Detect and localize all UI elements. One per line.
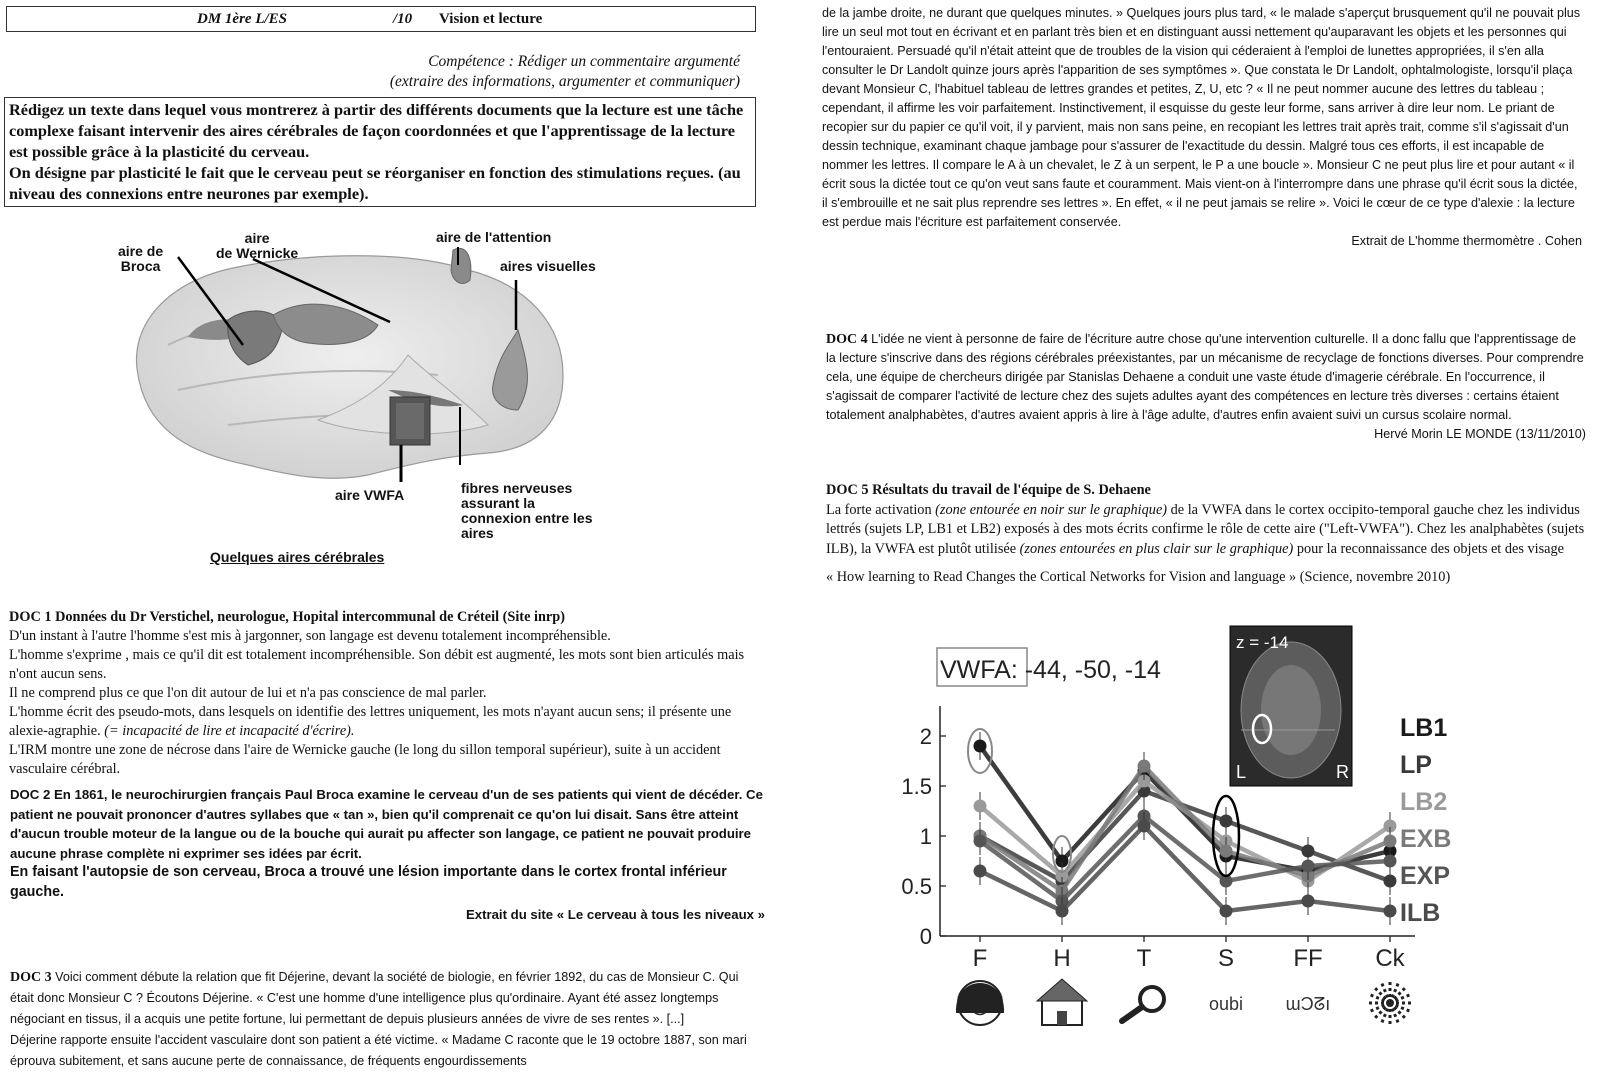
data-point	[1220, 845, 1233, 858]
doc-5	[826, 481, 1586, 588]
competence-line: Compétence : Rédiger un commentaire argumenté	[428, 53, 740, 70]
legend-label: LB2	[1400, 788, 1448, 816]
doc5-text-3: pour la reconnaissance des objets et des visage	[1293, 540, 1565, 557]
chart-title: VWFA: -44, -50, -14	[940, 656, 1161, 684]
plasticity-definition: On désigne par plasticité le fait que le cerveau peut se réorganiser en fonction des stimulations reçues. (au niveau des connexions entre neurones par exemple).	[9, 163, 741, 203]
label-visual-areas: aires visuelles	[500, 258, 596, 274]
doc5-heading: DOC 5 Résultats du travail de l'équipe de S. Dehaene	[826, 482, 1151, 498]
doc5-text-1: La forte activation	[826, 501, 936, 518]
data-point	[1384, 905, 1397, 918]
doc5-text	[826, 501, 1586, 560]
y-tick-label: 0.5	[901, 874, 932, 899]
doc5-note-2: (zones entourées en plus clair sur le graphique)	[1019, 540, 1294, 557]
header-score: /10	[393, 11, 413, 27]
face-eye	[971, 999, 975, 1003]
data-point	[1384, 835, 1397, 848]
legend-label: EXB	[1400, 825, 1452, 853]
x-tick-label: H	[1053, 945, 1071, 972]
doc1-line: D'un instant à l'autre l'homme s'est mis à jargonner, son langage est devenu totalement incompréhensible.	[9, 628, 611, 644]
face-eye	[985, 999, 989, 1003]
competence-note	[390, 52, 740, 92]
data-point	[974, 800, 987, 813]
doc2-text: DOC 2 En 1861, le neurochirurgien français Paul Broca examine le cerveau d'un de ses patients qui vient de décéder. Ce patient ne pouvait prononcer d'autres syllabes que « tan », bien qu'il comprenait ce qu'on lui disait. Sans être atteint d'aucun trouble moteur de la langue ou de la bouche qui aurait pu affecter son langage, ce patient ne pouvait produire aucune phrase complète ni exprimer ses idées par écrit.	[10, 787, 763, 861]
checkerboard-center	[1386, 999, 1394, 1007]
data-point	[974, 740, 987, 753]
doc-3	[10, 967, 765, 1072]
data-point	[1302, 860, 1315, 873]
label-nerve-fibres: fibres nerveuses assurant la connexion entre les aires	[461, 480, 593, 541]
header-class: DM 1ère L/ES	[197, 11, 287, 27]
house-icon	[1037, 979, 1087, 1025]
x-tick-label: Ck	[1375, 945, 1405, 972]
doc5-text-2: de la VWFA dans le cortex occipito-temporal gauche chez les individus lettrés (sujets LP, LB1 et LB2) exposés à des mots écrits confirme le rôle de cette aire ("Left-VWFA"). Chez les analphabètes (sujets ILB), la VWFA est plutôt utilisée	[826, 501, 1585, 557]
legend-label: LP	[1400, 751, 1432, 779]
data-point	[1302, 895, 1315, 908]
doc1-line	[9, 703, 767, 741]
label-vwfa: aire VWFA	[335, 487, 405, 503]
doc2-conclusion: En faisant l'autopsie de son cerveau, Broca a trouvé une lésion importante dans le cortex frontal inférieur gauche.	[10, 864, 727, 900]
doc1-line: L'IRM montre une zone de nécrose dans l'aire de Wernicke gauche (le long du sillon temporal supérieur), suite à un accident vasculaire cérébral.	[9, 742, 721, 777]
false-font-icon: ɯƆᘔı	[1285, 994, 1331, 1014]
doc-3-continued	[822, 4, 1582, 251]
doc3-text-2: Déjerine rapporte ensuite l'accident vasculaire dont son patient a été victime. « Madame C raconte que le 19 octobre 1887, son mari éprouva subitement, et sans aucune perte de connaissance, de fréquents engourdissements	[10, 1033, 747, 1068]
doc4-heading: DOC 4	[826, 332, 868, 347]
doc5-citation: « How learning to Read Changes the Cortical Networks for Vision and language » (Science, novembre 2010)	[826, 569, 1451, 585]
data-point	[1384, 875, 1397, 888]
doc3-heading: DOC 3	[10, 970, 52, 985]
tool-icon	[1122, 987, 1164, 1021]
x-tick-label: T	[1136, 945, 1152, 972]
doc3-source: Extrait de L'homme thermomètre . Cohen	[1351, 234, 1582, 248]
inset-left-label: L	[1236, 762, 1247, 782]
doc2-source: Extrait du site « Le cerveau à tous les niveaux »	[465, 907, 765, 922]
legend-label: EXP	[1400, 862, 1451, 890]
vwfa-chart	[880, 618, 1580, 1083]
data-point	[1056, 905, 1069, 918]
header-box	[6, 6, 756, 32]
doc5-note-1: (zone entourée en noir sur le graphique)	[935, 501, 1168, 518]
face-icon	[956, 981, 1004, 1025]
legend-label: LB1	[1400, 714, 1448, 742]
doc1-note: (= incapacité de lire et incapacité d'écrire).	[104, 723, 355, 739]
inset-brain-core	[1261, 665, 1321, 755]
x-tick-label: S	[1217, 945, 1235, 972]
assignment-box	[4, 97, 756, 207]
diagram-caption: Quelques aires cérébrales	[210, 549, 385, 565]
header-title: Vision et lecture	[439, 11, 543, 27]
inset-right-label: R	[1336, 762, 1349, 782]
y-tick-label: 1	[919, 824, 932, 849]
data-point	[1138, 820, 1151, 833]
doc-1	[9, 608, 767, 779]
data-point	[974, 835, 987, 848]
data-point	[974, 865, 987, 878]
data-point	[1220, 905, 1233, 918]
doc1-heading: DOC 1 Données du Dr Verstichel, neurologue, Hopital intercommunal de Créteil (Site inrp)	[9, 609, 565, 625]
y-tick-label: 2	[919, 724, 932, 749]
left-page	[0, 0, 772, 1086]
y-tick-label: 1.5	[901, 774, 932, 799]
y-tick-label: 0	[919, 924, 932, 949]
data-point	[1138, 760, 1151, 773]
doc-4	[826, 330, 1586, 444]
doc3-text: Voici comment débute la relation que fit Déjerine, devant la société de biologie, en février 1892, du cas de Monsieur C. Qui était donc Monsieur C ? Écoutons Déjerine. « C'est une homme d'une intelligence plus qu'ordinaire. Ayant été assez longtemps négociant en tissus, il a acquis une petite fortune, lui permettant de depuis plusieurs années de vivre de ses rentes ». [...]	[10, 970, 739, 1026]
data-point	[1220, 815, 1233, 828]
house-door	[1057, 1011, 1067, 1025]
word-icon: oubi	[1208, 994, 1244, 1014]
label-wernicke: aire de Wernicke	[216, 230, 299, 261]
doc1-line-text: L'homme écrit des pseudo-mots, dans lesquels on identifie des lettres uniquement, les mots n'ayant aucun sens; il présente une alexie-agraphie.	[9, 704, 732, 739]
checkerboard-icon	[1368, 981, 1412, 1025]
house-roof	[1037, 979, 1087, 1001]
competence-detail: (extraire des informations, argumenter et communiquer)	[389, 73, 740, 90]
inset-z-label: z = -14	[1236, 633, 1289, 652]
doc1-line: Il ne comprend plus ce que l'on dit autour de lui et n'a pas conscience de mal parler.	[9, 685, 487, 701]
label-attention: aire de l'attention	[436, 229, 552, 245]
doc3-continuation: de la jambe droite, ne durant que quelques minutes. » Quelques jours plus tard, « le malade s'aperçut brusquement qu'il ne pouvait plus lire un seul mot tout en écrivant et en parlant très bien et en distinguant aussi nettement qu'auparavant les objets et les personnes qui l'entouraient. Persuadé qu'il n'était atteint que de troubles de la vision qui céderaient à l'emploi de lunettes appropriées, il s'en alla consulter le Dr Landolt quinze jours après l'apparition de ses symptômes ». Que constata le Dr Landolt, ophtalmologiste, lorsqu'il plaça devant Monsieur C, l'habituel tableau de lettres grandes et petites, Z, U, etc ? « Il ne peut nommer aucune des lettres du tableau ; cependant, il affirme les voir parfaitement. Instinctivement, il esquisse du geste leur forme, sans arriver à dire leur nom. Le priant de recopier sur du papier ce qu'il voit, il y parvient, mais non sans peine, en recopiant les lettres trait après trait, comme s'il s'agissait d'un dessin technique, examinant chaque jambage pour s'assurer de l'exactitude du dessin. Malgré tous ces efforts, il est incapable de nommer les lettres. Il compare le A à un chevalet, le Z à un serpent, le P a une boucle ». Monsieur C ne peut plus lire et pour autant « il écrit sous la dictée tout ce qu'on veut sans faute et couramment. Mais vient-on à l'interrompre dans une phrase qu'il écrit sous la dictée, il s'embrouille et ne sait plus reprendre ses lettres ». En effet, « il ne peut jamais se relire ». Voici le cœur de ce type d'alexie : la lecture est perdue mais l'écriture est parfaitement conservée.	[822, 6, 1581, 229]
tool-handle	[1122, 1007, 1142, 1021]
doc-2	[10, 785, 765, 925]
x-tick-label: FF	[1293, 945, 1323, 972]
doc4-text: L'idée ne vient à personne de faire de l'écriture autre chose qu'une intervention culturelle. Il a donc fallu que l'apprentissage de la lecture s'inscrive dans des régions cérébrales préexistantes, par un mécanisme de recyclage de fonctions diverses. Pour comprendre cela, une équipe de chercheurs dirigée par Stanislas Dehaene a conduit une vaste étude d'imagerie cérébrale. En l'occurrence, il s'agissait de comparer l'activité de lecture chez des sujets adultes ayant des compétences en lecture très diverses : certains étaient totalement analphabètes, d'autres avaient appris à lire à l'âge adulte, d'autres enfin avaient suivi un cursus scolaire normal.	[826, 332, 1584, 422]
doc1-line: L'homme s'exprime , mais ce qu'il dit est totalement incompréhensible. Son débit est augmenté, les mots sont bien articulés mais n'ont aucun sens.	[9, 647, 745, 682]
doc4-source: Hervé Morin LE MONDE (13/11/2010)	[1374, 427, 1586, 441]
label-broca: aire de Broca	[118, 243, 164, 274]
assignment-text: Rédigez un texte dans lequel vous montrerez à partir des différents documents que la lecture est une tâche complexe faisant intervenir des aires cérébrales de façon coordonnées et que l'apprentissage de la lecture est possible grâce à la plasticité du cerveau.	[9, 100, 744, 161]
legend-label: ILB	[1400, 899, 1441, 927]
data-point	[1384, 855, 1397, 868]
x-tick-label: F	[972, 945, 988, 972]
